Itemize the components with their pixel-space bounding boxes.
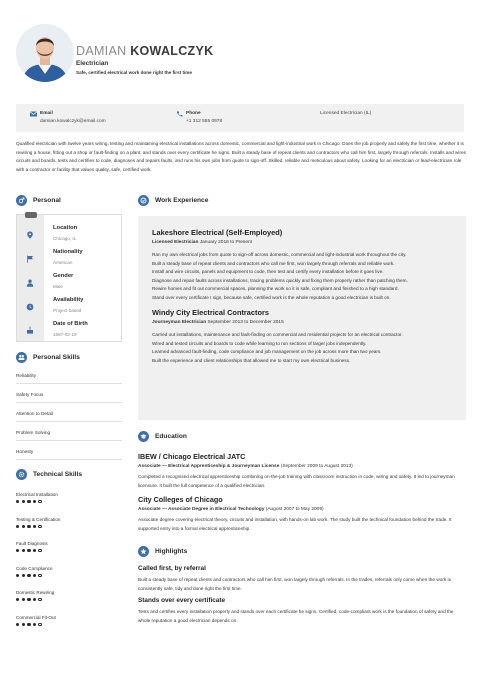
rating-dot-filled bbox=[22, 500, 25, 503]
job-bullet: Carried out installations, maintenance and fault-finding on commercial and residential projects for an electrical contractor. bbox=[152, 332, 403, 337]
job-dates: January 2016 to Present bbox=[199, 240, 253, 245]
job-bullet: Built the experience and client relationships that allowed me to start my own electrical business. bbox=[152, 357, 351, 363]
license-value: Licensed Electrician (IL) bbox=[320, 111, 372, 116]
rating-dot-filled bbox=[16, 623, 19, 626]
rating-dot-filled bbox=[16, 549, 19, 552]
job-role: Journeyman Electrician bbox=[152, 320, 207, 325]
rating-dot-filled bbox=[22, 574, 25, 577]
rating-dot-empty bbox=[38, 525, 41, 528]
rating-dot-filled bbox=[33, 623, 36, 626]
rating-dot-empty bbox=[38, 598, 41, 601]
gear-icon bbox=[16, 469, 27, 480]
profile-summary: Qualified electrician with twelve years wiring, testing and maintaining electrical installations across domestic, commercial and light-industrial work in Chicago. Does the job properly and safely the first time, whether it is rewiring a house, fitting out a shop or fault-finding on a plant, and stands over every certificate he signs. Built a steady base of repeat clients and contractors who call him first, largely through referrals. Installs and wires circuits and boards, tests and certifies to code, diagnoses and repairs faults, and runs his own jobs from quote to sign-off. Skilled, reliable and meticulous about safety. Looking for an electrician or lead-electrician role with a contractor or facility that values quality, safe, certified work. bbox=[16, 141, 466, 172]
technical-skill-label: Electrical Installation bbox=[16, 492, 58, 497]
rating-dot-filled bbox=[27, 623, 30, 626]
location-pin-icon bbox=[26, 231, 34, 239]
technical-skill-label: Code Compliance bbox=[16, 565, 53, 571]
person-icon bbox=[26, 279, 34, 287]
skill-rating bbox=[16, 500, 122, 503]
job-meta bbox=[152, 240, 452, 245]
rating-dot-filled bbox=[16, 525, 19, 528]
candidate-name bbox=[76, 44, 213, 58]
school-name: IBEW / Chicago Electrical JATC bbox=[138, 452, 246, 461]
contact-email bbox=[40, 111, 106, 124]
phone-label: Phone bbox=[186, 111, 201, 116]
work-experience-heading: Work Experience bbox=[138, 195, 208, 206]
degree-line bbox=[138, 464, 466, 469]
skill-rating bbox=[16, 623, 122, 626]
work-experience-box bbox=[138, 216, 466, 420]
highlights-heading: Highlights bbox=[138, 546, 187, 557]
gender-male-icon bbox=[16, 195, 27, 206]
phone-value[interactable]: +1 312 555 0978 bbox=[186, 119, 223, 124]
personal-skill: Problem Solving bbox=[16, 430, 122, 441]
job-entry bbox=[152, 228, 452, 302]
rating-dot-empty bbox=[38, 623, 41, 626]
personal-value-availability: Project-based bbox=[53, 308, 82, 313]
job-bullet: Stand over every certificate I sign, because safe, certified work is the whole reputation a good electrician is built on. bbox=[152, 294, 391, 300]
personal-skill: Honesty bbox=[16, 449, 122, 460]
technical-skills-heading: Technical Skills bbox=[16, 469, 82, 480]
job-bullet: Learned advanced fault-finding, code compliance and job management on the job across more than two years. bbox=[152, 349, 382, 354]
personal-details bbox=[16, 214, 122, 342]
people-icon bbox=[16, 352, 27, 363]
education-heading: Education bbox=[138, 431, 187, 442]
job-meta bbox=[152, 320, 452, 325]
job-dates: September 2013 to December 2015 bbox=[207, 320, 284, 325]
personal-skill: Reliability bbox=[16, 373, 122, 384]
degree: Associate — Associate Degree in Electrical Technology bbox=[138, 507, 265, 512]
personal-label-location: Location bbox=[53, 225, 78, 231]
star-icon bbox=[138, 546, 149, 557]
rating-dot-filled bbox=[22, 623, 25, 626]
rating-dot-filled bbox=[22, 598, 25, 601]
job-bullet: Built a steady base of repeat clients and contractors who call me first, won largely through referrals and reliable work. bbox=[152, 260, 395, 266]
technical-skill-label: Fault Diagnosis bbox=[16, 541, 48, 546]
skill-rating bbox=[16, 549, 122, 552]
phone-icon bbox=[176, 111, 183, 117]
rating-dot-filled bbox=[16, 500, 19, 503]
personal-label-availability: Availability bbox=[53, 297, 84, 303]
job-company: Windy City Electrical Contractors bbox=[152, 308, 269, 317]
rating-dot-filled bbox=[33, 500, 36, 503]
personal-label-gender: Gender bbox=[53, 273, 74, 279]
personal-icon-strip bbox=[17, 215, 44, 341]
personal-value-location: Chicago, IL bbox=[53, 236, 77, 241]
technical-skill-label: Testing & Certification bbox=[16, 516, 61, 522]
personal-skills-heading: Personal Skills bbox=[16, 352, 80, 363]
rating-dot-empty bbox=[38, 500, 41, 503]
flag-icon bbox=[26, 255, 34, 263]
rating-dot-filled bbox=[27, 500, 30, 503]
tagline: Safe, certified electrical work done right the first time bbox=[76, 70, 192, 75]
graduation-cap-icon bbox=[138, 431, 149, 442]
rating-dot-filled bbox=[33, 525, 36, 528]
rating-dot-filled bbox=[27, 574, 30, 577]
personal-value-gender: Male bbox=[53, 284, 63, 289]
school-name: City Colleges of Chicago bbox=[138, 495, 223, 504]
education-dates: (August 2007 to May 2009) bbox=[265, 507, 324, 512]
email-label: Email bbox=[40, 111, 53, 116]
highlight-title: Called first, by referral bbox=[138, 565, 206, 572]
rating-dot-filled bbox=[27, 549, 30, 552]
technical-skill bbox=[16, 517, 122, 528]
rating-dot-filled bbox=[16, 574, 19, 577]
rating-dot-filled bbox=[27, 525, 30, 528]
rating-dot-empty bbox=[38, 574, 41, 577]
technical-skill bbox=[16, 615, 122, 626]
rating-dot-empty bbox=[38, 549, 41, 552]
personal-value-dob: 1987-02-19 bbox=[53, 332, 77, 337]
education-dates: (September 2009 to August 2013) bbox=[280, 464, 353, 469]
technical-skill-label: Commercial Fit-Out bbox=[16, 614, 56, 620]
skill-rating bbox=[16, 525, 122, 528]
education-description: Completed a recognised electrical apprenticeship combining on-the-job training with classroom instruction in code, wiring and safety. It led to journeyman licensure. It built the full competence of a qualified electrician. bbox=[138, 474, 455, 488]
birthday-cake-icon bbox=[26, 326, 34, 334]
personal-value-nationality: American bbox=[53, 260, 73, 265]
rating-dot-filled bbox=[16, 598, 19, 601]
personal-heading: Personal bbox=[16, 195, 61, 206]
job-role: Licensed Electrician bbox=[152, 240, 199, 245]
highlight-description: Built a steady base of repeat clients and contractors who call him first, won largely through referrals. In the trades, referrals only come when the work is consistently safe, tidy and done right the first time. bbox=[138, 577, 451, 591]
rating-dot-filled bbox=[33, 549, 36, 552]
first-name: DAMIAN bbox=[76, 44, 127, 58]
personal-label-nationality: Nationality bbox=[53, 249, 83, 255]
job-bullet: Wired and tested circuits and boards to code while learning to run sections of larger jobs independently. bbox=[152, 340, 367, 346]
degree: Associate — Electrical Apprenticeship & Journeyman License bbox=[138, 464, 280, 469]
strip-tab bbox=[25, 212, 37, 218]
education-entry bbox=[138, 452, 466, 490]
job-entry bbox=[152, 308, 452, 365]
rating-dot-filled bbox=[33, 574, 36, 577]
education-entry bbox=[138, 495, 466, 533]
clock-icon bbox=[26, 303, 34, 311]
briefcase-icon bbox=[138, 195, 149, 206]
highlight-entry bbox=[138, 565, 466, 593]
job-company: Lakeshore Electrical (Self-Employed) bbox=[152, 228, 283, 237]
job-bullet: Ran my own electrical jobs from quote to sign-off across domestic, commercial and light-industrial work throughout the city. bbox=[152, 252, 407, 257]
technical-skill-label: Domestic Rewiring bbox=[16, 590, 55, 595]
job-bullet: Diagnose and repair faults across installations, tracing problems quickly and fixing them properly rather than patching them. bbox=[152, 277, 408, 283]
last-name: KOWALCZYK bbox=[130, 44, 214, 58]
rating-dot-filled bbox=[22, 549, 25, 552]
profile-photo bbox=[16, 24, 74, 82]
personal-skill: Safety Focus bbox=[16, 392, 122, 403]
skill-rating bbox=[16, 574, 122, 577]
skill-rating bbox=[16, 598, 122, 601]
education-list bbox=[138, 452, 466, 533]
rating-dot-filled bbox=[22, 525, 25, 528]
personal-skill: Attention to Detail bbox=[16, 411, 122, 422]
job-title: Electrician bbox=[76, 60, 109, 67]
highlight-description: Tests and certifies every installation properly and stands over each certificate he signs. Certified, code-compliant work is the foundation of safety and the whole reputation a good electrician depends on. bbox=[138, 609, 454, 623]
highlight-entry bbox=[138, 597, 466, 625]
technical-skill bbox=[16, 590, 122, 601]
technical-skill bbox=[16, 541, 122, 552]
contact-phone bbox=[186, 111, 222, 124]
technical-skill bbox=[16, 492, 122, 503]
highlight-title: Stands over every certificate bbox=[138, 597, 226, 605]
contact-license bbox=[320, 111, 371, 116]
job-bullet: Rewire homes and fit out commercial spaces, planning the work so it is safe, compliant and finished to a high standard. bbox=[152, 286, 399, 291]
contact-bar bbox=[16, 104, 464, 132]
rating-dot-filled bbox=[33, 598, 36, 601]
highlights-list bbox=[138, 565, 466, 625]
rating-dot-filled bbox=[27, 598, 30, 601]
personal-label-dob: Date of Birth bbox=[53, 321, 88, 327]
technical-skill bbox=[16, 566, 122, 577]
education-description: Associate degree covering electrical theory, circuits and installation, with hands-on lab work. The study built the technical foundation behind the trade. It supported entry into a formal electrical apprenticeship. bbox=[138, 517, 452, 531]
email-value[interactable]: damian.kowalczyk@email.com bbox=[40, 119, 106, 124]
envelope-icon bbox=[30, 111, 37, 117]
degree-line bbox=[138, 507, 466, 512]
job-bullet: Install and wire circuits, panels and equipment to code, then test and certify every installation before it goes live. bbox=[152, 269, 384, 274]
